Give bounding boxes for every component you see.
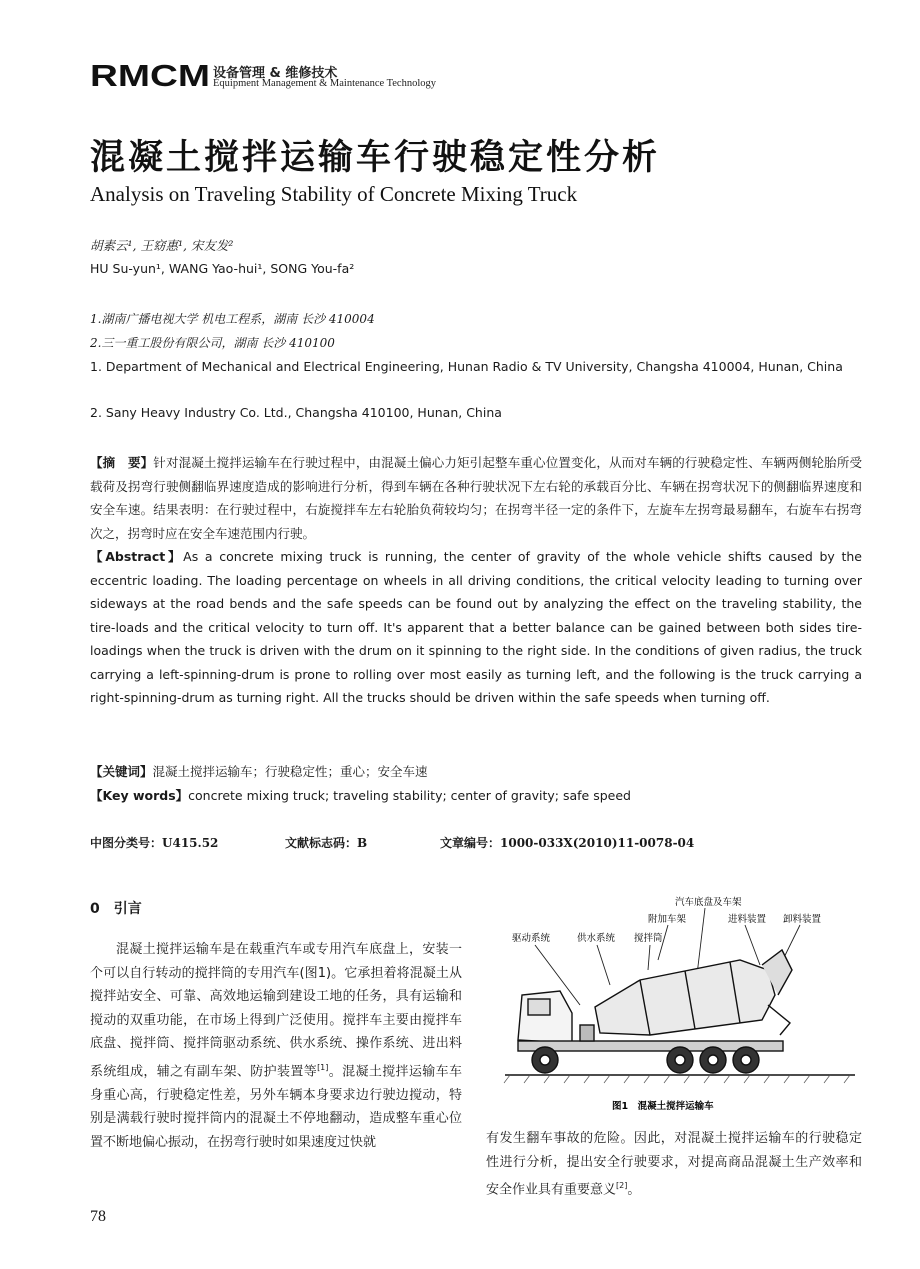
keywords-en-label: 【Key words】 [90,788,189,803]
authors-cn: 胡素云¹, 王窈惠¹, 宋友发² [90,238,234,253]
affiliation-en-2: 2. Sany Heavy Industry Co. Ltd., Changsha 410100, Hunan, China [90,405,502,420]
figure-1 [500,895,860,1120]
journal-name-en: Equipment Management & Maintenance Technology [213,78,437,89]
logo-text: RMCM [90,60,210,90]
abstract-cn [90,451,862,545]
intro-left-column [90,938,462,1155]
abstract-en-label: 【Abstract】 [90,549,184,564]
intro-right-column [486,1127,862,1202]
label-discharge: 卸料装置 [783,914,822,925]
keywords-cn-label: 【关键词】 [90,764,153,779]
title-cn: 混凝土搅拌运输车行驶稳定性分析 [90,138,661,178]
document-code: 文献标志码：B [285,836,368,850]
clc-number: 中图分类号：U415.52 [90,836,219,850]
label-drive: 驱动系统 [512,933,551,944]
intro-text-1: 混凝土搅拌运输车是在载重汽车或专用汽车底盘上，安装一个可以自行转动的搅拌筒的专用汽车(图1)。它承担着将混凝土从搅拌站安全、可靠、高效地运输到建设工地的任务，具有运输和搅动的双重功能，在市场上得到广泛使用。搅拌车主要由搅拌车底盘、搅拌筒、搅拌筒驱动系统、供水系统、操作系统、进出料系统组成，辅之有副车架、防护装置等 [90,942,462,1080]
section-heading: 0 引言 [90,901,142,917]
label-water: 供水系统 [577,933,616,944]
authors-en: HU Su-yun¹, WANG Yao-hui¹, SONG You-fa² [90,261,355,276]
abstract-cn-label: 【摘 要】 [90,455,154,470]
affiliation-cn-1: 1.湖南广播电视大学 机电工程系，湖南 长沙 410004 [90,312,375,326]
journal-name-cn: 设备管理 & 维修技术 [213,66,338,81]
page-number: 78 [90,1208,106,1225]
article-number: 文章编号：1000-033X(2010)11-0078-04 [440,836,695,850]
ref-2: [2] [616,1181,628,1191]
ref-1: [1] [317,1062,329,1072]
intro-text-2: 。混凝土搅拌运输车车身重心高，行驶稳定性差，另外车辆本身要求边行驶边搅动，特别是满载行驶时搅拌筒内的混凝土不停地翻动，造成整车重心位置不断地偏心振动，在拐弯行驶时如果速度过快就 [90,1064,462,1151]
label-feed: 进料装置 [728,914,767,925]
intro-right-text: 有发生翻车事故的危险。因此，对混凝土搅拌运输车的行驶稳定性进行分析，提出安全行驶要求，对提高商品混凝土生产效率和安全作业具有重要意义 [486,1131,862,1198]
abstract-en [90,545,862,710]
abstract-en-text: As a concrete mixing truck is running, the center of gravity of the whole vehicle shifts caused by the eccentric loading. The loading percentage on wheels in all driving conditions, the critical velocity leading to turning over sideways at the road bends and the safe speeds can be found out by analyzing the effect on the traveling stability, the tire-loads and the critical velocity to turn off. It's apparent that a better balance can be gained between both sides tire-loadings when the truck is driven with the drum on it spinning to the right side. In the conditions of given radius, the truck carrying a left-spinning-drum is prone to rolling over most easily as turning left, and the following is the truck carrying a right-spinning-drum as turning right. All the trucks should be driven within the safe speeds when turning off. [90,549,862,705]
figure-caption: 图1 混凝土搅拌运输车 [612,1101,714,1112]
intro-right-end: 。 [627,1182,641,1198]
keywords-en [90,786,631,804]
truck-drawing [518,950,792,1051]
journal-logo [90,60,210,90]
keywords-cn-text: 混凝土搅拌运输车；行驶稳定性；重心；安全车速 [152,764,428,779]
label-subframe: 附加车架 [648,914,687,925]
affiliation-en-1: 1. Department of Mechanical and Electrical Engineering, Hunan Radio & TV University, Changsha 410004, Hunan, China [90,359,843,374]
affiliation-cn-2: 2.三一重工股份有限公司，湖南 长沙 410100 [90,336,335,350]
title-en: Analysis on Traveling Stability of Concrete Mixing Truck [90,182,578,206]
label-chassis: 汽车底盘及车架 [675,897,742,908]
keywords-en-text: concrete mixing truck; traveling stability; center of gravity; safe speed [188,788,631,803]
abstract-cn-text: 针对混凝土搅拌运输车在行驶过程中，由混凝土偏心力矩引起整车重心位置变化，从而对车辆的行驶稳定性、车辆两侧轮胎所受载荷及拐弯行驶侧翻临界速度造成的影响进行分析，得到车辆在各种行驶状况下左右轮的承载百分比、车辆在拐弯状况下的侧翻临界速度和安全车速。结果表明：在行驶过程中，右旋搅拌车左右轮胎负荷较均匀；在拐弯半径一定的条件下，左旋车左拐弯最易翻车，右旋车右拐弯次之，拐弯时应在安全车速范围内行驶。 [90,455,862,541]
label-drum: 搅拌筒 [634,933,663,944]
keywords-cn [90,762,428,780]
